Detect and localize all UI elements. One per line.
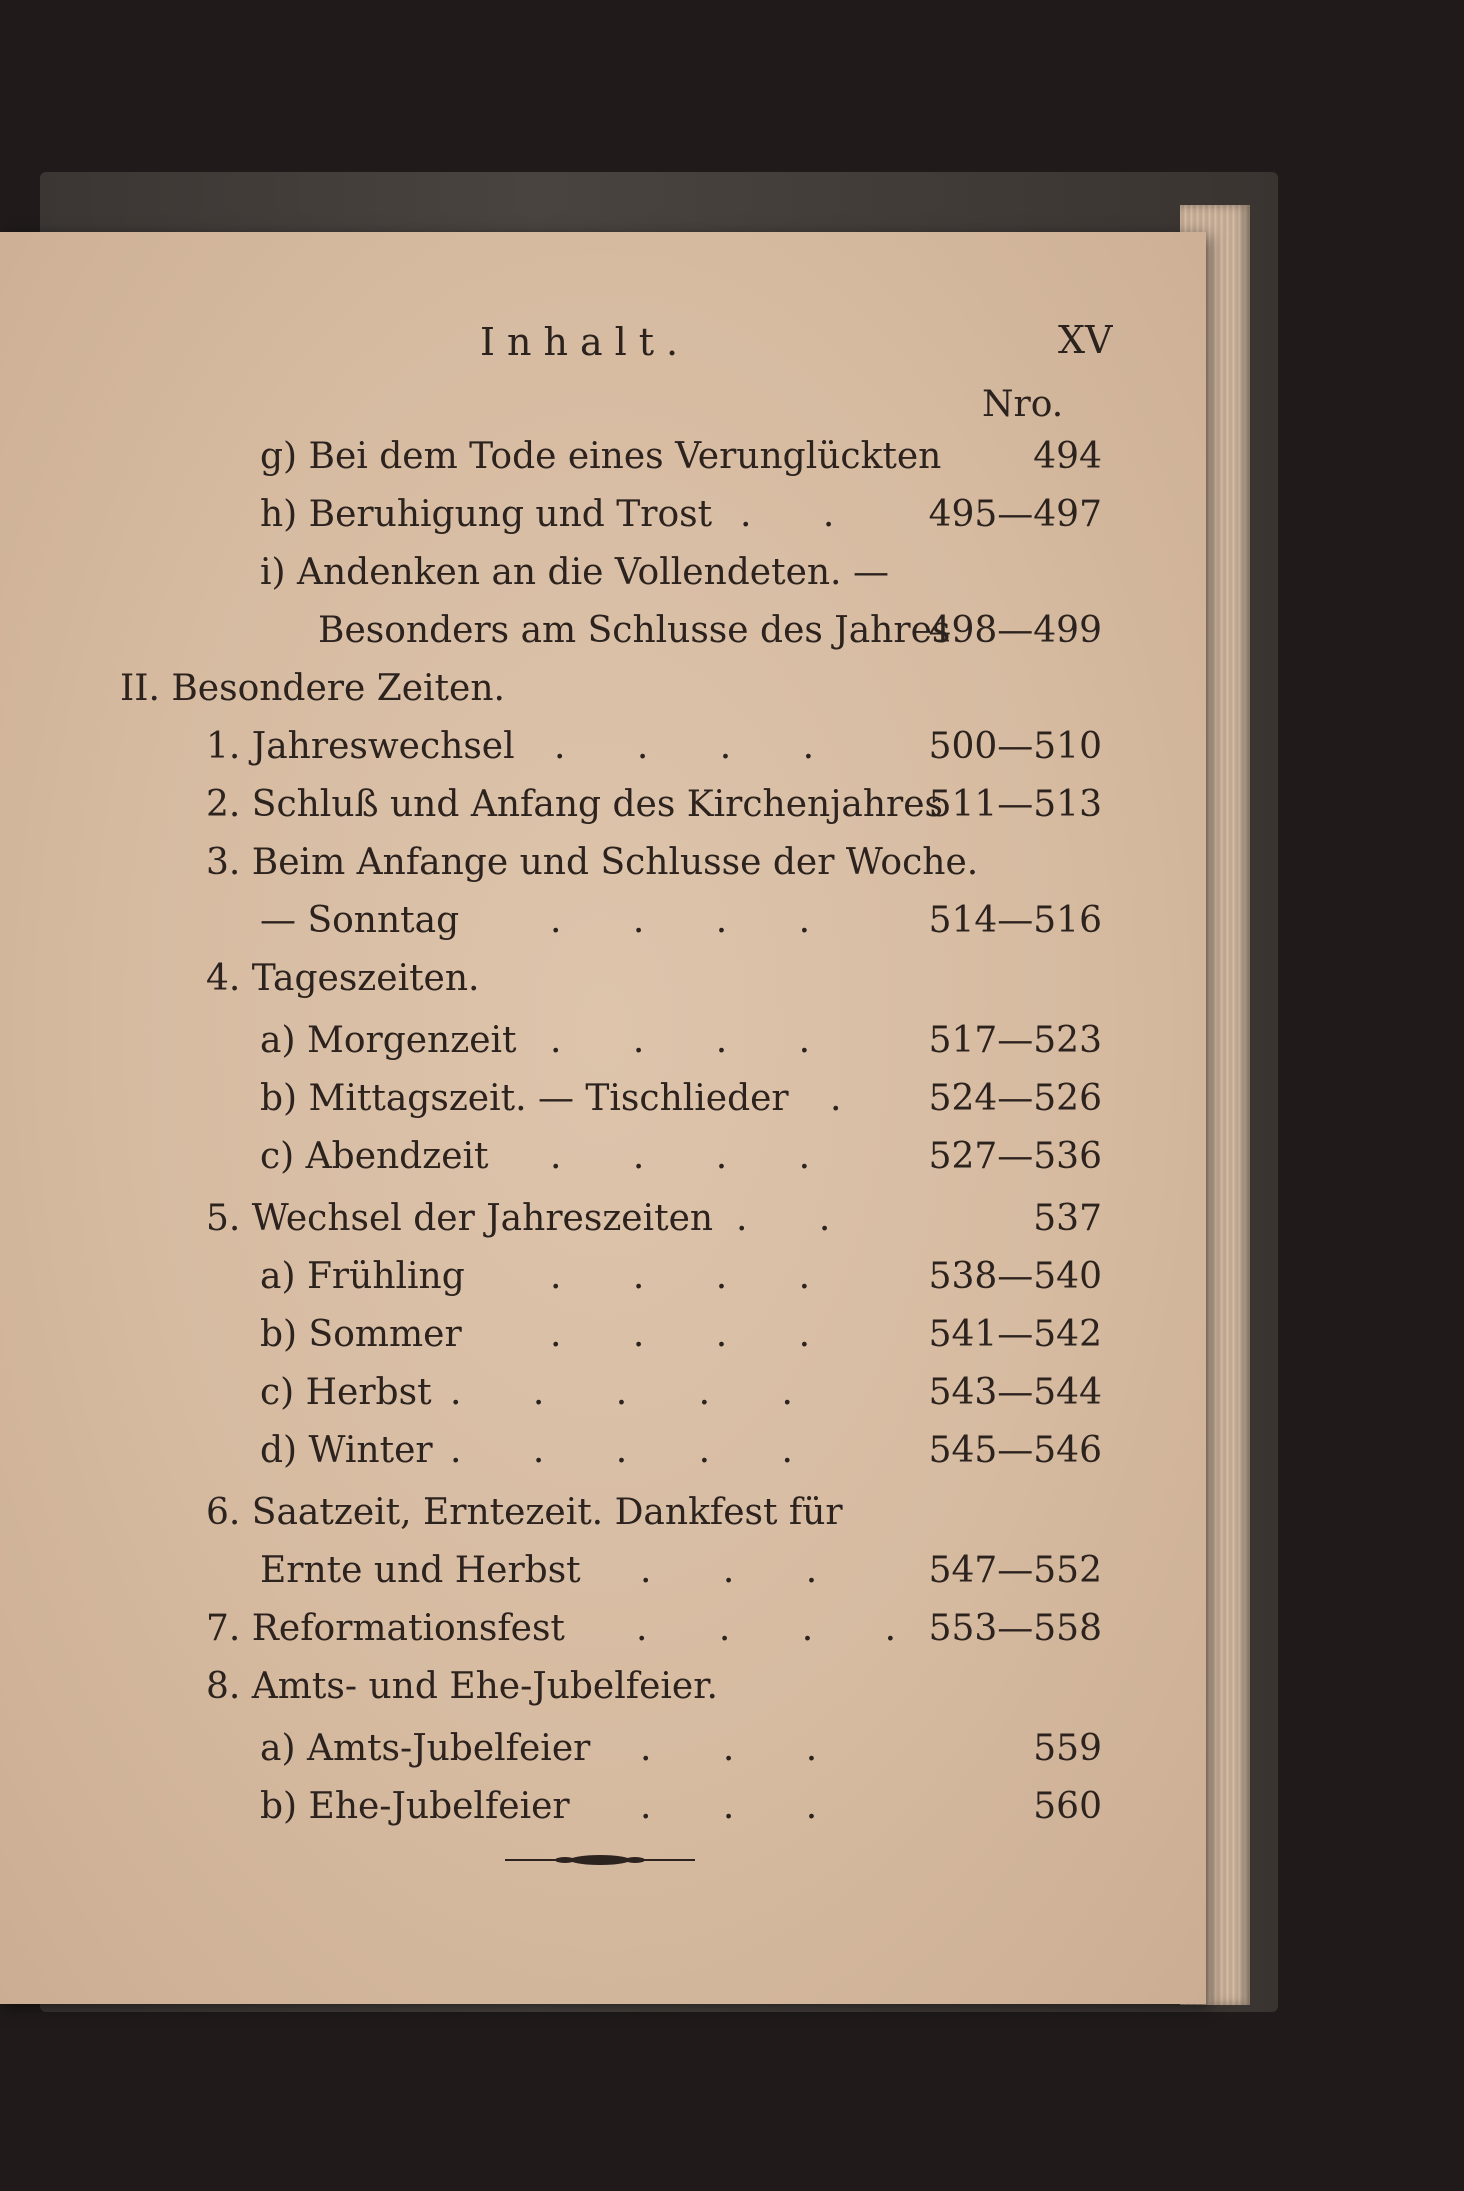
toc-label: 8. Amts- und Ehe-Jubelfeier. — [206, 1666, 718, 1707]
toc-dots: . . . . — [550, 1020, 841, 1061]
toc-dots: . . . . — [550, 1256, 841, 1297]
toc-number: 543—544 — [928, 1372, 1102, 1413]
toc-label: 6. Saatzeit, Erntezeit. Dankfest für — [206, 1492, 843, 1533]
toc-entry — [260, 1254, 1102, 1300]
toc-label: 1. Jahreswechsel — [206, 726, 515, 767]
toc-label: — Sonntag — [260, 900, 460, 941]
toc-label: Besonders am Schlusse des Jahres — [318, 610, 951, 651]
toc-number: 538—540 — [928, 1256, 1102, 1297]
toc-entry — [260, 434, 1102, 480]
toc-label: 3. Beim Anfange und Schlusse der Woche. — [206, 842, 979, 883]
toc-number: 517—523 — [928, 1020, 1102, 1061]
toc-entry — [206, 1490, 1102, 1536]
toc-entry — [206, 782, 1102, 828]
toc-section-heading — [120, 666, 1102, 712]
toc-entry — [260, 898, 1102, 944]
toc-number: 559 — [1033, 1728, 1102, 1769]
toc-number: 560 — [1033, 1786, 1102, 1827]
toc-dots: . . . . . — [450, 1430, 823, 1471]
toc-number: 527—536 — [928, 1136, 1102, 1177]
toc-entry — [318, 608, 1102, 654]
toc-number: 494 — [1033, 436, 1102, 477]
toc-label: b) Mittagszeit. — Tischlieder — [260, 1078, 789, 1119]
toc-entry — [260, 1428, 1102, 1474]
toc-label: c) Abendzeit — [260, 1136, 489, 1177]
toc-number: 511—513 — [928, 784, 1102, 825]
toc-dots: . . . . — [550, 1314, 841, 1355]
toc-entry — [260, 1312, 1102, 1358]
toc-label: Ernte und Herbst — [260, 1550, 581, 1591]
toc-label: 5. Wechsel der Jahreszeiten — [206, 1198, 714, 1239]
toc-number: 498—499 — [928, 610, 1102, 651]
toc-dots: . . — [740, 494, 865, 535]
toc-entry — [260, 492, 1102, 538]
toc-label: h) Beruhigung und Trost — [260, 494, 713, 535]
toc-label: 7. Reformationsfest — [206, 1608, 565, 1649]
toc-label: i) Andenken an die Vollendeten. — — [260, 552, 889, 593]
toc-number: 495—497 — [928, 494, 1102, 535]
page-number: XV — [1058, 318, 1113, 362]
toc-entry — [206, 1664, 1102, 1710]
ornament-divider-icon — [505, 1852, 695, 1868]
toc-dots: . — [830, 1078, 872, 1119]
toc-label: II. Besondere Zeiten. — [120, 668, 505, 709]
toc-dots: . . — [736, 1198, 861, 1239]
toc-number: 524—526 — [928, 1078, 1102, 1119]
toc-entry — [260, 1018, 1102, 1064]
toc-label: 2. Schluß und Anfang des Kirchenjahres — [206, 784, 944, 825]
toc-dots: . . . . — [550, 900, 841, 941]
toc-dots: . . . . . — [450, 1372, 823, 1413]
toc-number: 545—546 — [928, 1430, 1102, 1471]
toc-entry — [260, 1076, 1102, 1122]
toc-dots: . . . . — [636, 1608, 927, 1649]
toc-number: 553—558 — [928, 1608, 1102, 1649]
toc-label: 4. Tageszeiten. — [206, 958, 480, 999]
toc-label: a) Frühling — [260, 1256, 465, 1297]
toc-entry — [260, 1784, 1102, 1830]
toc-number: 547—552 — [928, 1550, 1102, 1591]
toc-label: b) Sommer — [260, 1314, 462, 1355]
toc-number: 514—516 — [928, 900, 1102, 941]
toc-dots: . . . . — [554, 726, 845, 767]
toc-entry — [260, 1726, 1102, 1772]
toc-entry — [206, 840, 1102, 886]
toc-entry — [206, 724, 1102, 770]
toc-label: g) Bei dem Tode eines Verunglückten — [260, 436, 942, 477]
toc-dots: . . . — [640, 1728, 848, 1769]
toc-entry — [206, 956, 1102, 1002]
column-header: Nro. — [982, 384, 1064, 425]
toc-entry — [206, 1196, 1102, 1242]
toc-entry — [260, 1370, 1102, 1416]
toc-number: 500—510 — [928, 726, 1102, 767]
toc-dots: . . . . — [550, 1136, 841, 1177]
toc-dots: . . . — [640, 1550, 848, 1591]
toc-label: b) Ehe-Jubelfeier — [260, 1786, 570, 1827]
toc-entry — [260, 550, 1102, 596]
toc-entry — [260, 1134, 1102, 1180]
toc-dots: . . . — [640, 1786, 848, 1827]
toc-entry — [206, 1606, 1102, 1652]
toc-label: c) Herbst — [260, 1372, 432, 1413]
toc-entry — [260, 1548, 1102, 1594]
toc-label: a) Morgenzeit — [260, 1020, 517, 1061]
toc-label: a) Amts-Jubelfeier — [260, 1728, 591, 1769]
page-title: Inhalt. — [480, 320, 691, 364]
toc-label: d) Winter — [260, 1430, 433, 1471]
toc-number: 541—542 — [928, 1314, 1102, 1355]
toc-number: 537 — [1033, 1198, 1102, 1239]
